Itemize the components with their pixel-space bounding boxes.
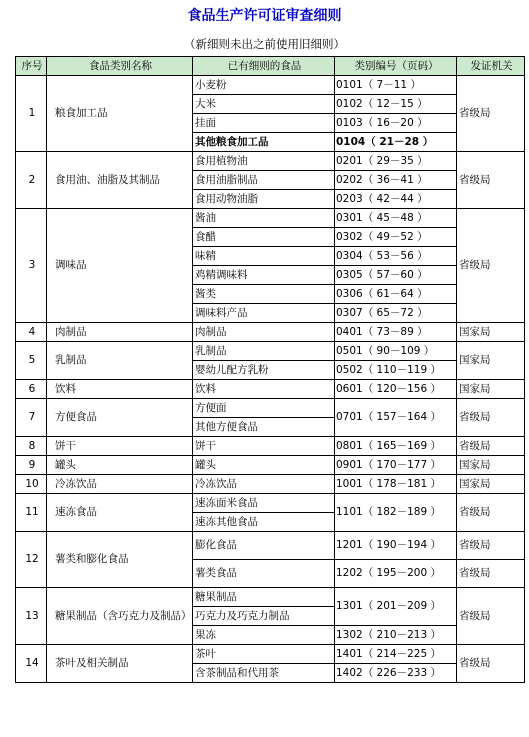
- food-item: 食用动物油脂: [193, 190, 335, 209]
- food-item: 方便面: [193, 399, 335, 418]
- food-item: 酱类: [193, 285, 335, 304]
- food-item: 挂面: [193, 114, 335, 133]
- row-authority: 省级局: [457, 588, 525, 645]
- row-category: 乳制品: [47, 342, 193, 380]
- header-row: [16, 57, 525, 76]
- food-item: 罐头: [193, 456, 335, 475]
- food-item: 味精: [193, 247, 335, 266]
- code-item: 0502（ 110－119 ）: [335, 361, 457, 380]
- food-item: 饼干: [193, 437, 335, 456]
- food-item: 婴幼儿配方乳粉: [193, 361, 335, 380]
- table-row: [16, 76, 525, 95]
- row-no: 5: [16, 342, 47, 380]
- food-item: 其他方便食品: [193, 418, 335, 437]
- row-authority: 省级局: [457, 494, 525, 532]
- row-authority: 国家局: [457, 380, 525, 399]
- food-item: 鸡精调味料: [193, 266, 335, 285]
- food-item: 食醋: [193, 228, 335, 247]
- code-item: 0501（ 90－109 ）: [335, 342, 457, 361]
- code-item: 1401（ 214－225 ）: [335, 645, 457, 664]
- food-item: 薯类食品: [193, 560, 335, 588]
- row-category: 肉制品: [47, 323, 193, 342]
- code-item: 0701（ 157－164 ）: [335, 399, 457, 437]
- food-item: 速冻面米食品: [193, 494, 335, 513]
- row-authority: 省级局: [457, 209, 525, 323]
- row-category: 饮料: [47, 380, 193, 399]
- food-item: 茶叶: [193, 645, 335, 664]
- code-item: 0801（ 165－169 ）: [335, 437, 457, 456]
- code-item: 0102（ 12－15 ）: [335, 95, 457, 114]
- row-authority: 省级局: [457, 645, 525, 683]
- code-item: 0601（ 120－156 ）: [335, 380, 457, 399]
- row-category: 糖果制品（含巧克力及制品）: [47, 588, 193, 645]
- row-category: 方便食品: [47, 399, 193, 437]
- code-item: 0101（ 7－11 ）: [335, 76, 457, 95]
- header-no: 序号: [16, 57, 47, 76]
- row-authority: 省级局: [457, 76, 525, 152]
- row-no: 2: [16, 152, 47, 209]
- code-item: 0202（ 36－41 ）: [335, 171, 457, 190]
- code-item: 0901（ 170－177 ）: [335, 456, 457, 475]
- code-item: 0104（ 21－28 ）: [335, 133, 457, 152]
- food-item: 食用油脂制品: [193, 171, 335, 190]
- food-item: 乳制品: [193, 342, 335, 361]
- row-no: 10: [16, 475, 47, 494]
- code-item: 0401（ 73－89 ）: [335, 323, 457, 342]
- page-title: 食品生产许可证审查细则: [187, 8, 342, 24]
- row-no: 7: [16, 399, 47, 437]
- food-item: 巧克力及巧克力制品: [193, 607, 335, 626]
- code-item: 0201（ 29－35 ）: [335, 152, 457, 171]
- food-item: 糖果制品: [193, 588, 335, 607]
- row-no: 3: [16, 209, 47, 323]
- row-no: 13: [16, 588, 47, 645]
- food-item: 膨化食品: [193, 532, 335, 560]
- food-item: 饮料: [193, 380, 335, 399]
- code-item: 0301（ 45－48 ）: [335, 209, 457, 228]
- row-category: 冷冻饮品: [47, 475, 193, 494]
- row-no: 11: [16, 494, 47, 532]
- row-authority: 国家局: [457, 475, 525, 494]
- food-item: 冷冻饮品: [193, 475, 335, 494]
- code-item: 0302（ 49－52 ）: [335, 228, 457, 247]
- code-item: 1201（ 190－194 ）: [335, 532, 457, 560]
- row-authority: 国家局: [457, 342, 525, 380]
- row-category: 食用油、油脂及其制品: [47, 152, 193, 209]
- row-authority: 省级局: [457, 560, 525, 588]
- row-no: 12: [16, 532, 47, 588]
- code-item: 0305（ 57－60 ）: [335, 266, 457, 285]
- row-category: 调味品: [47, 209, 193, 323]
- header-category: 食品类别名称: [47, 57, 193, 76]
- row-category: 饼干: [47, 437, 193, 456]
- row-category: 罐头: [47, 456, 193, 475]
- row-authority: 省级局: [457, 399, 525, 437]
- page-subtitle: （新细则未出之前使用旧细则）: [184, 37, 345, 51]
- row-no: 8: [16, 437, 47, 456]
- code-item: 0203（ 42－44 ）: [335, 190, 457, 209]
- code-item: 1202（ 195－200 ）: [335, 560, 457, 588]
- row-authority: 省级局: [457, 532, 525, 560]
- row-no: 14: [16, 645, 47, 683]
- row-category: 粮食加工品: [47, 76, 193, 152]
- row-category: 薯类和膨化食品: [47, 532, 193, 588]
- food-item: 肉制品: [193, 323, 335, 342]
- header-authority: 发证机关: [457, 57, 525, 76]
- header-code: 类别编号（页码）: [335, 57, 457, 76]
- code-item: 1301（ 201－209 ）: [335, 588, 457, 626]
- row-category: 速冻食品: [47, 494, 193, 532]
- code-item: 1402（ 226－233 ）: [335, 664, 457, 683]
- row-authority: 省级局: [457, 437, 525, 456]
- row-no: 6: [16, 380, 47, 399]
- code-item: 0304（ 53－56 ）: [335, 247, 457, 266]
- code-item: 0103（ 16－20 ）: [335, 114, 457, 133]
- food-item: 酱油: [193, 209, 335, 228]
- row-no: 4: [16, 323, 47, 342]
- code-item: 0307（ 65－72 ）: [335, 304, 457, 323]
- food-item: 食用植物油: [193, 152, 335, 171]
- row-authority: 国家局: [457, 456, 525, 475]
- code-item: 1101（ 182－189 ）: [335, 494, 457, 532]
- header-foods: 已有细则的食品: [193, 57, 335, 76]
- food-item: 小麦粉: [193, 76, 335, 95]
- food-item: 其他粮食加工品: [193, 133, 335, 152]
- food-item: 果冻: [193, 626, 335, 645]
- row-no: 1: [16, 76, 47, 152]
- row-category: 茶叶及相关制品: [47, 645, 193, 683]
- food-item: 速冻其他食品: [193, 513, 335, 532]
- code-item: 1302（ 210－213 ）: [335, 626, 457, 645]
- row-authority: 国家局: [457, 323, 525, 342]
- code-item: 0306（ 61－64 ）: [335, 285, 457, 304]
- row-authority: 省级局: [457, 152, 525, 209]
- food-item: 调味料产品: [193, 304, 335, 323]
- row-no: 9: [16, 456, 47, 475]
- food-item: 大米: [193, 95, 335, 114]
- food-item: 含茶制品和代用茶: [193, 664, 335, 683]
- code-item: 1001（ 178－181 ）: [335, 475, 457, 494]
- permit-table: [15, 56, 525, 683]
